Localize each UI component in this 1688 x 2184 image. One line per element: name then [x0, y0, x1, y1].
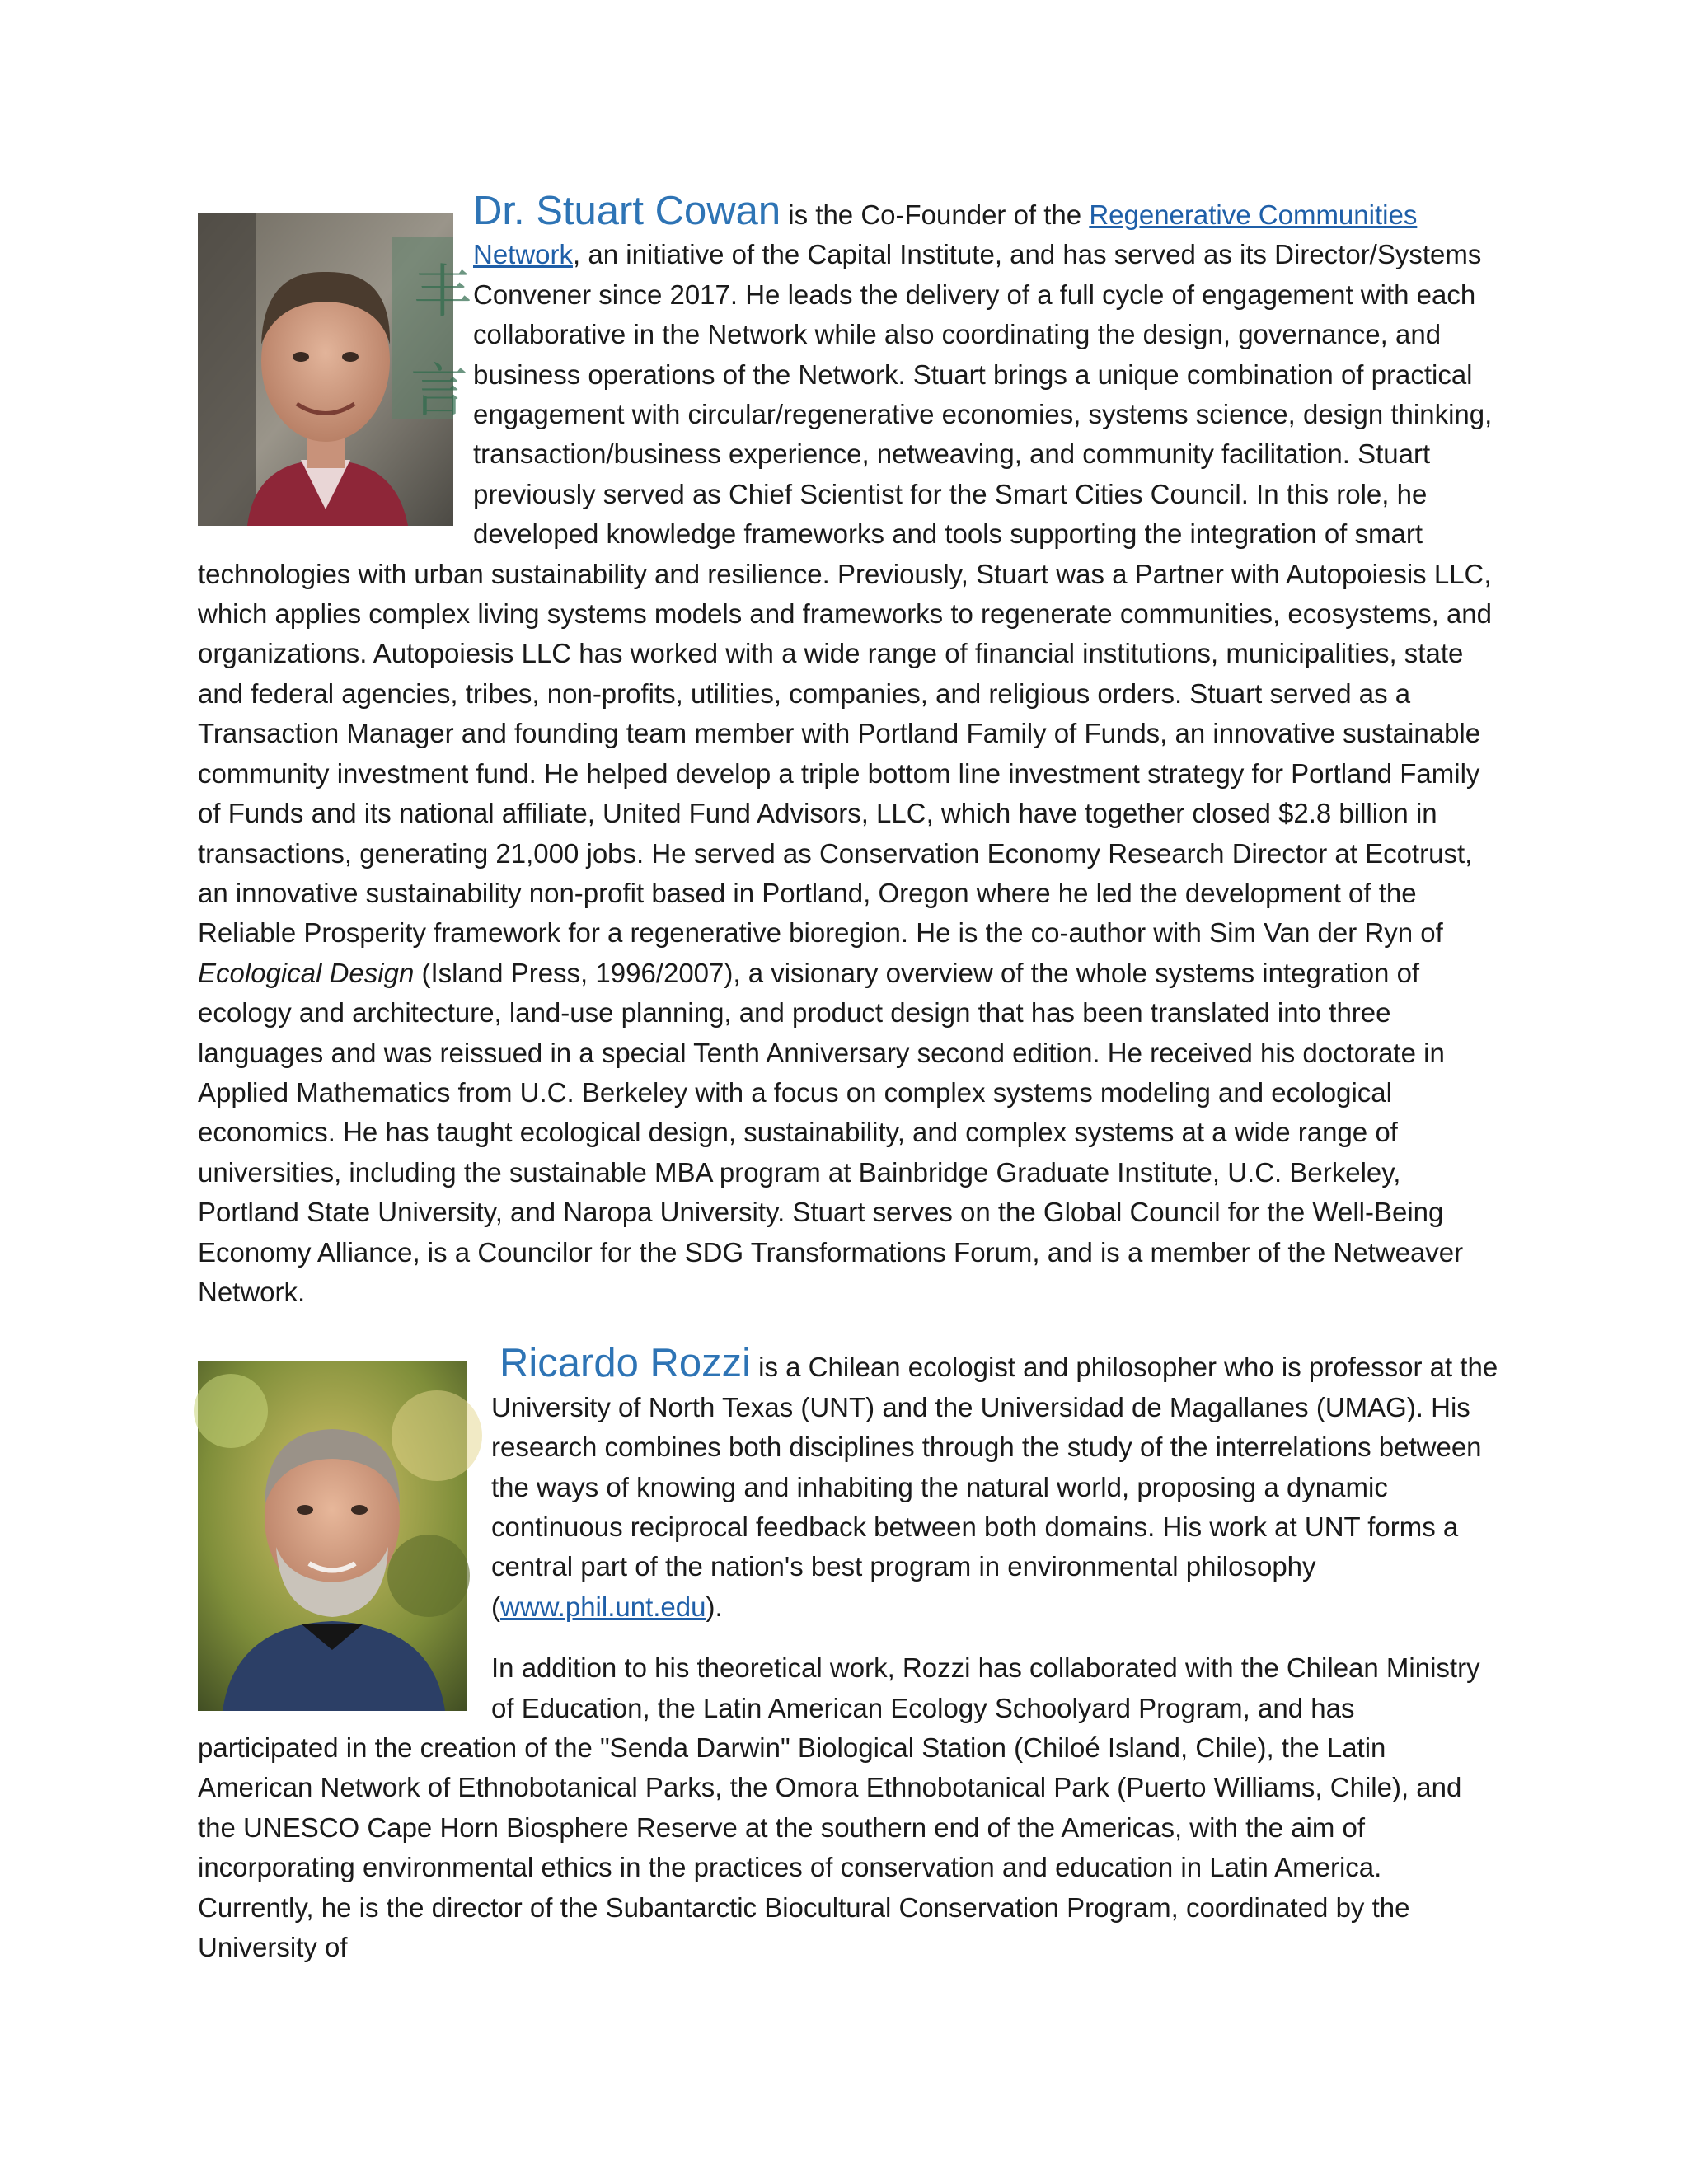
phil-unt-edu-link[interactable]: www.phil.unt.edu: [500, 1591, 706, 1622]
name-ricardo-rozzi: Ricardo Rozzi: [499, 1341, 751, 1386]
document-page: [198, 191, 1500, 1967]
bio-ricardo-rozzi: [198, 1343, 1500, 1967]
bio-rozzi-paragraph-2: In addition to his theoretical work, Rozzi has collaborated with the Chilean Ministry of Education, the Latin American Ecology Schoolyard Program, and has participated in the creation of the "Senda Darwin" Biological Station (Chiloé Island, Chile), the Latin American Network of Ethnobotanical Parks, the Omora Ethnobotanical Park (Puerto Williams, Chile), and the UNESCO Cape Horn Biosphere Reserve at the southern end of the Americas, with the aim of incorporating environmental ethics in the practices of conservation and education in Latin America. Currently, he is the director of the Subantarctic Biocultural Conservation Program, coordinated by the University of: [198, 1652, 1480, 1963]
bio-cowan-text-2: (Island Press, 1996/2007), a visionary overview of the whole systems integration of ecology and architecture, land-use planning, and product design that has been translated into three languages and was reissued in a special Tenth Anniversary second edition. He received his doctorate in Applied Mathematics from U.C. Berkeley with a focus on complex systems modeling and ecological economics. He has taught ecological design, sustainability, and complex systems at a wide range of universities, including the sustainable MBA program at Bainbridge Graduate Institute, U.C. Berkeley, Portland State University, and Naropa University. Stuart serves on the Global Council for the Well-Being Economy Alliance, is a Councilor for the SDG Transformations Forum, and is a member of the Netweaver Network.: [198, 957, 1464, 1307]
portrait-photo-stuart-cowan: [198, 213, 471, 526]
bio-stuart-cowan: [198, 191, 1500, 1312]
bio-rozzi-intro-end: ).: [706, 1591, 723, 1622]
bio-cowan-text-1: , an initiative of the Capital Institute, and has served as its Director/Systems Convener since 2017. He leads the delivery of a full cycle of engagement with each collaborative in the Network while also coordinating the design, governance, and business operations of the Network. Stuart brings a unique combination of practical engagement with circular/regenerative economies, systems science, design thinking, transaction/business experience, netweaving, and community facilitation. Stuart previously served as Chief Scientist for the Smart Cities Council. In this role, he developed knowledge frameworks and tools supporting the integration of smart technologies with urban sustainability and resilience. Previously, Stuart was a Partner with Autopoiesis LLC, which applies complex living systems models and frameworks to regenerate communities, ecosystems, and organizations. Autopoiesis LLC has worked with a wide range of financial institutions, municipalities, state and federal agencies, tribes, non-profits, utilities, companies, and religious orders. Stuart served as a Transaction Manager and founding team member with Portland Family of Funds, an innovative sustainable community investment fund. He helped develop a triple bottom line investment strategy for Portland Family of Funds and its national affiliate, United Fund Advisors, LLC, which have together closed $2.8 billion in transactions, generating 21,000 jobs. He served as Conservation Economy Research Director at Ecotrust, an innovative sustainability non-profit based in Portland, Oregon where he led the development of the Reliable Prosperity framework for a regenerative bioregion. He is the co-author with Sim Van der Ryn of: [198, 239, 1493, 949]
svg-text:言: 言: [410, 357, 468, 424]
bio-cowan-intro: is the Co-Founder of the: [781, 199, 1090, 230]
name-stuart-cowan: Dr. Stuart Cowan: [473, 189, 781, 233]
svg-text:丰: 丰: [414, 258, 471, 326]
regenerative-communities-network-link[interactable]: Regenerative Communities Network: [473, 199, 1418, 270]
bio-rozzi-intro: is a Chilean ecologist and philosopher who is professor at the University of North Texas (UNT) and the Universidad de Magallanes (UMAG). His research combines both disciplines through the study of the interrelations between the ways of knowing and inhabiting the natural world, proposing a dynamic continuous reciprocal feedback between both domains. His work at UNT forms a central part of the nation's best program in environmental philosophy (: [491, 1352, 1498, 1622]
book-title: Ecological Design: [198, 957, 415, 988]
portrait-photo-ricardo-rozzi: [198, 1361, 467, 1711]
